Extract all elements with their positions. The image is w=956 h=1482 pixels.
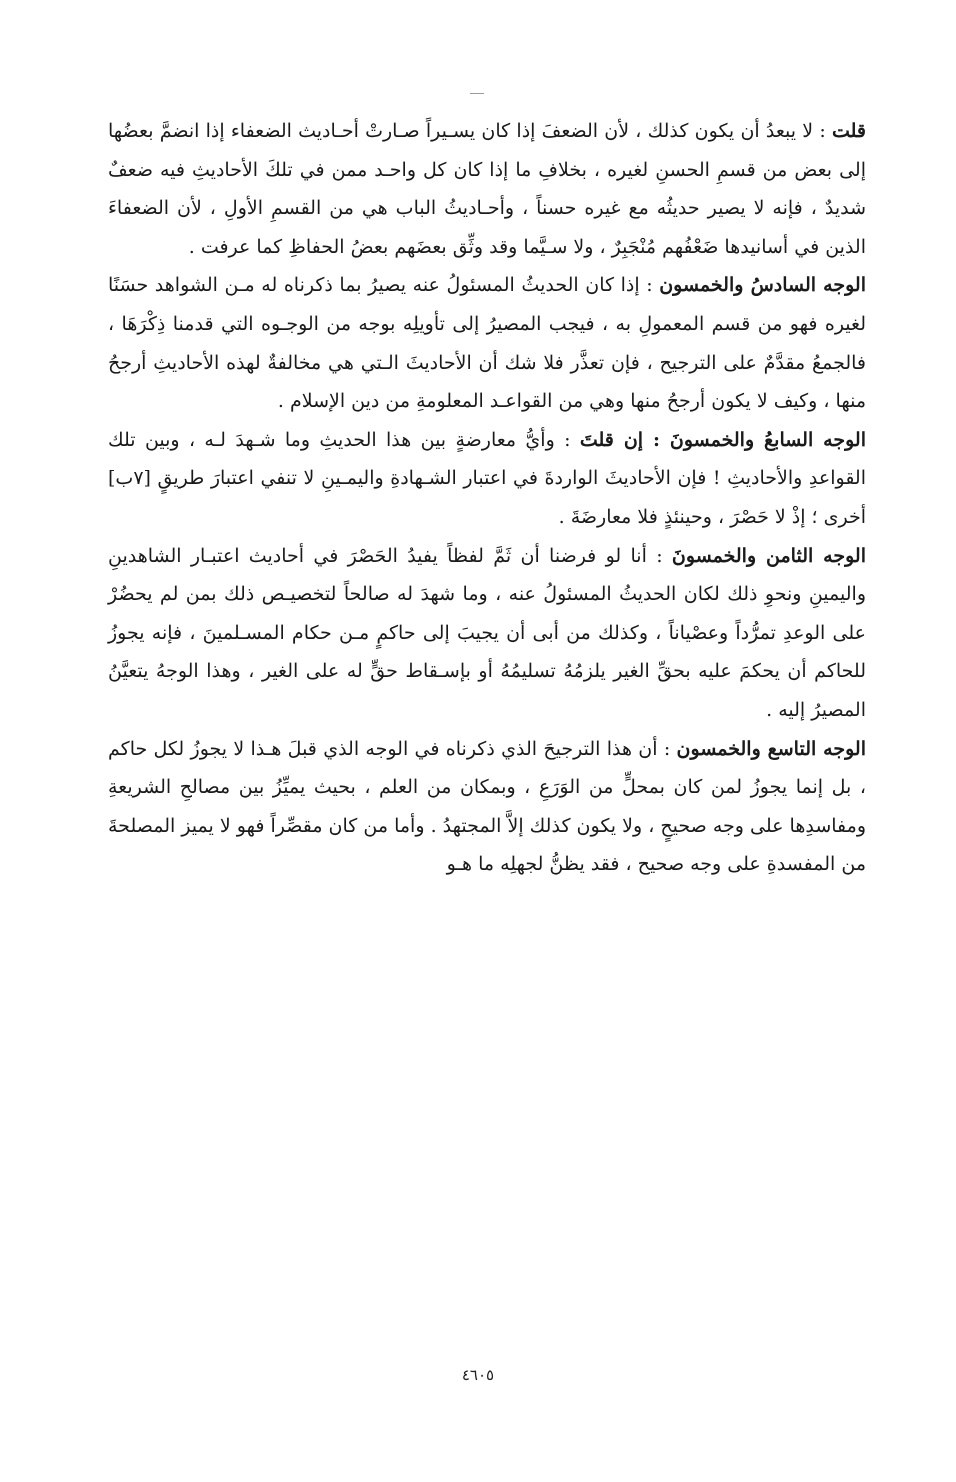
paragraph-lead: الوجه السادسُ والخمسون: [659, 274, 867, 297]
paragraph-text: : إذا كان الحديثُ المسئولُ عنه يصيرُ بما ذكرناه له مـن الشواهد حسَنًا لغيره فهو من قسم المعمولِ به ، فيجب المصيرُ إلى تأويلِه بوجه من الوجـوه التي قدمنا ذِكْرَهَا ، فالجمعُ مقدَّمٌ على الترجيح ، فإن تعذَّر فلا شك أن الأحاديثَ الـتي هي مخالفةٌ لهذه الأحاديثِ أرجحُ منها ، وكيف لا يكون أرجحُ منها وهي من القواعـد المعلومةِ من دين الإسلام .: [108, 274, 866, 413]
header-mark: [470, 93, 484, 94]
paragraph-2: [108, 266, 866, 420]
paragraph-5: [108, 730, 866, 884]
paragraph-lead: الوجه السابعُ والخمسونَ : إن قلتَ: [579, 428, 866, 451]
body-text: [108, 112, 866, 884]
paragraph-text: : أن هذا الترجيحَ الذي ذكرناه في الوجه الذي قبلَ هـذا لا يجوزُ لكل حاكم ، بل إنما يجوزُ لمن كان بمحلٍّ من الوَرَعِ ، وبمكان من العلم ، بحيث يميِّزُ بين مصالحِ الشريعةِ ومفاسدِها على وجه صحيحٍ ، ولا يكون كذلك إلاَّ المجتهدُ . وأما من كان مقصِّراً فهو لا يميز المصلحةَ من المفسدةِ على وجه صحيح ، فقد يظنُّ لجهلِه ما هـو: [108, 737, 866, 876]
paragraph-1: [108, 112, 866, 266]
paragraph-lead: قلت: [831, 120, 866, 142]
paragraph-text: : لا يبعدُ أن يكون كذلك ، لأن الضعفَ إذا كان يسـيراً صـارتْ أحـاديث الضعفاء إذا انضمَّ بعضُها إلى بعض من قسمِ الحسنِ لغيره ، بخلافِ ما إذا كان كل واحـد ممن في تلكَ الأحاديثِ فيه ضعفٌ شديدٌ ، فإنه لا يصير حديثُه مع غيره حسناً ، وأحـاديثُ الباب هي من القسمِ الأولِ ، لأن الضعفاءَ الذين في أسانيدها ضَعْفُهم مُنْجَبِرٌ ، ولا سـيَّما وقد وثِّق بعضَهم بعضُ الحفاظِ كما عرفت .: [108, 120, 866, 258]
paragraph-lead: الوجه الثامن والخمسونَ: [671, 544, 866, 567]
page-number: ٤٦٠٥: [461, 1366, 495, 1384]
paragraph-lead: الوجه التاسع والخمسون: [676, 737, 866, 760]
paragraph-text: : أنا لو فرضنا أن ثَمَّ لفظاً يفيدُ الحَصْرَ في أحاديث اعتبـار الشاهدينِ واليمينِ ونحوِ ذلك لكان الحديثُ المسئولُ عنه ، وما شهدَ له صالحاً لتخصيـص ذلك بمن لم يحضُرْ على الوعدِ تمرُّداً وعصْياناً ، وكذلك من أبى أن يجيبَ إلى حاكمٍ مـن حكام المسـلمينَ ، فإنه يجوزُ للحاكم أن يحكمَ عليه بحقِّ الغير يلزمُهُ تسليمُهُ أو بإسـقاط حقٍّ له على الغير ، وهذا الوجهُ يتعيَّنُ المصيرُ إليه .: [108, 544, 866, 721]
paragraph-4: [108, 537, 866, 730]
paragraph-3: [108, 421, 866, 537]
paragraph-text: : وأيُّ معارضةٍ بين هذا الحديثِ وما شـهدَ لـه ، وبين تلك القواعدِ والأحاديثِ ! فإن الأحاديثَ الواردةَ في اعتبار الشـهادةِ واليمـينِ لا تنفي اعتبارَ طريقٍ [٧ب] أخرى ؛ إذْ لا حَصْرَ ، وحينئذٍ فلا معارضَةَ .: [108, 428, 866, 528]
